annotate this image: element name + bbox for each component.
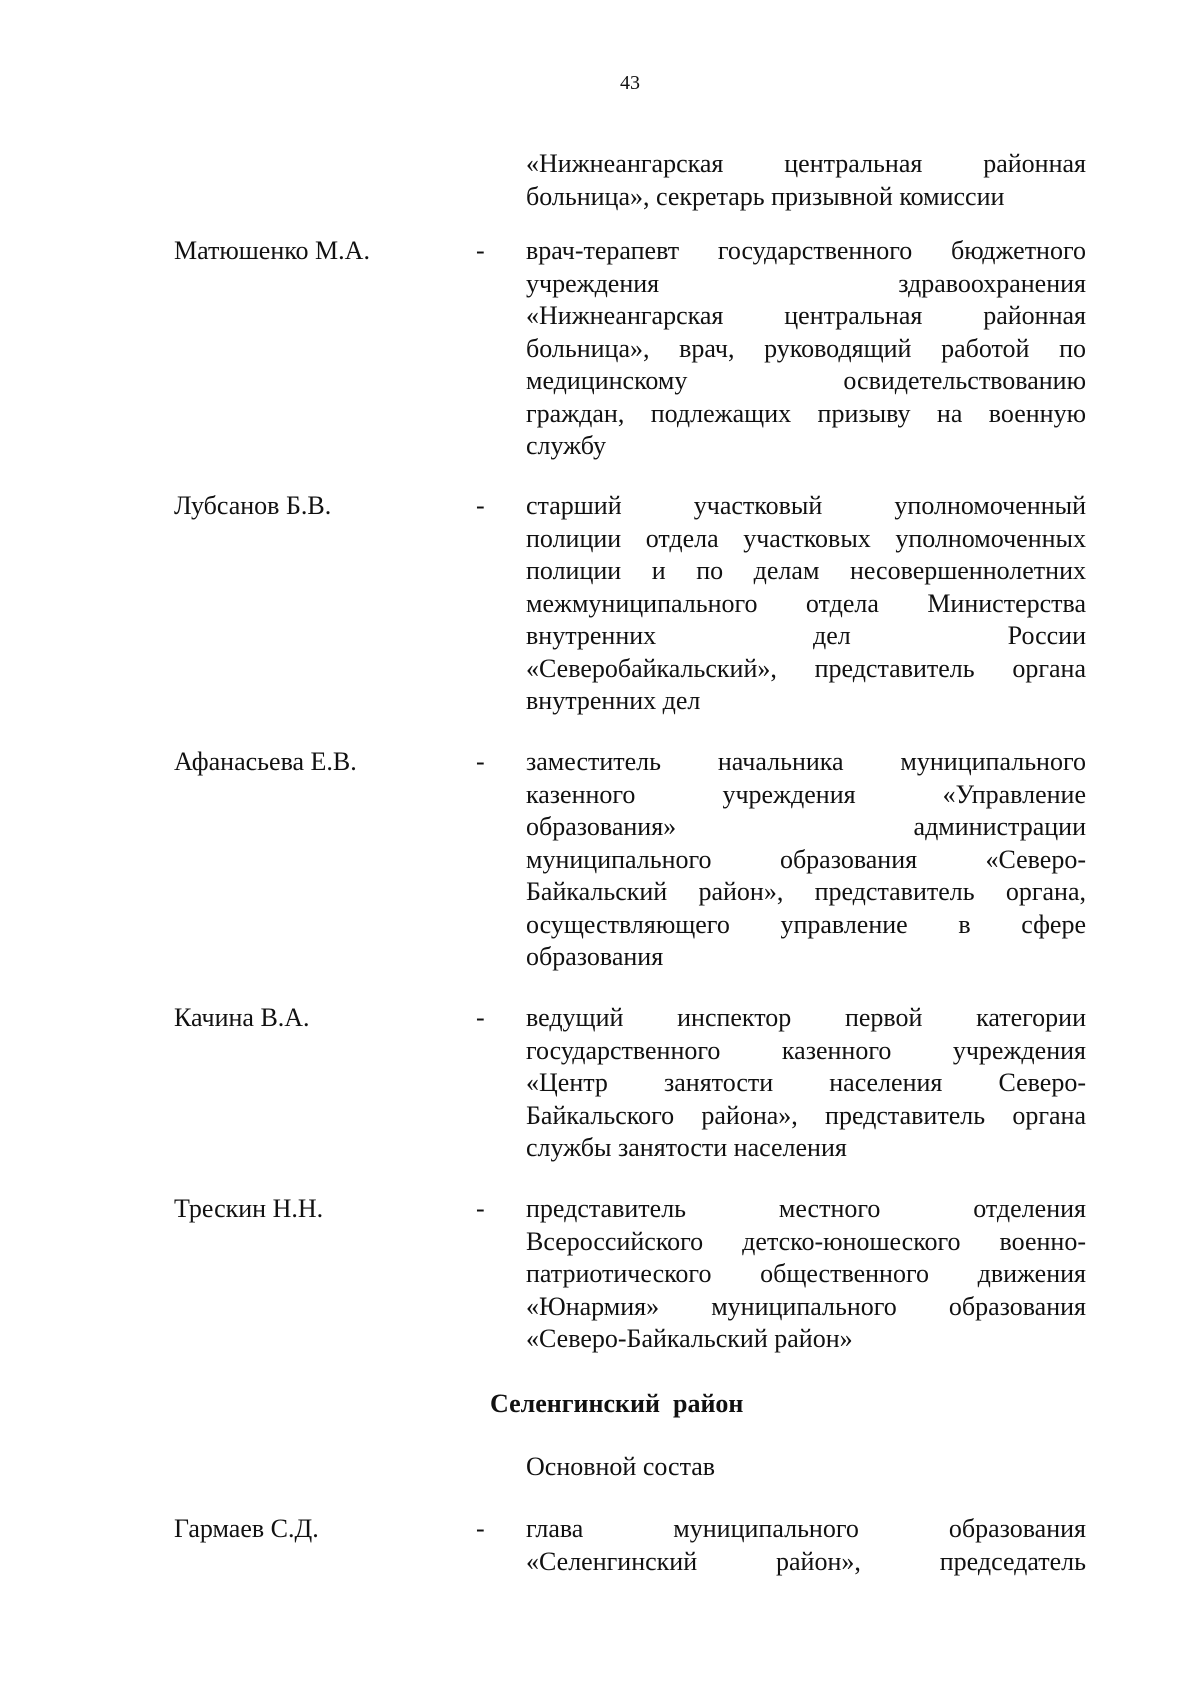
description-line: граждан, подлежащих призыву на военную bbox=[526, 398, 1086, 428]
member-dash: - bbox=[476, 491, 485, 520]
description-line: образования» администрации bbox=[526, 812, 1086, 841]
description-line: государственного казенного учреждения bbox=[526, 1035, 1086, 1065]
member-name: Качина В.А. bbox=[174, 1003, 310, 1032]
member-dash: - bbox=[476, 747, 485, 776]
member-description bbox=[526, 746, 1086, 974]
member-name: Матюшенко М.А. bbox=[174, 236, 370, 265]
description-line: ведущий инспектор первой категории bbox=[526, 1003, 1086, 1032]
description-line: межмуниципального отдела Министерства bbox=[526, 588, 1086, 618]
description-line: глава муниципального образования bbox=[526, 1514, 1086, 1543]
page-number: 43 bbox=[620, 72, 640, 94]
description-line: патриотического общественного движения bbox=[526, 1259, 1086, 1288]
member-description bbox=[526, 490, 1086, 718]
description-line: учреждения здравоохранения bbox=[526, 268, 1086, 298]
description-line: Байкальского района», представитель органа bbox=[526, 1100, 1086, 1130]
member-description bbox=[526, 1193, 1086, 1356]
continuation-line: «Нижнеангарская центральная районная bbox=[526, 149, 1086, 178]
member-dash: - bbox=[476, 1514, 485, 1543]
description-line: «Юнармия» муниципального образования bbox=[526, 1291, 1086, 1321]
member-dash: - bbox=[476, 1194, 485, 1223]
section-subheading: Основной состав bbox=[526, 1452, 716, 1481]
member-name: Лубсанов Б.В. bbox=[174, 491, 332, 520]
description-line: муниципального образования «Северо- bbox=[526, 844, 1086, 874]
continuation-line: больница», секретарь призывной комиссии bbox=[526, 181, 1005, 211]
description-line: казенного учреждения «Управление bbox=[526, 779, 1086, 809]
member-name: Гармаев С.Д. bbox=[174, 1514, 319, 1543]
description-line: представитель местного отделения bbox=[526, 1194, 1086, 1223]
description-line: «Центр занятости населения Северо- bbox=[526, 1068, 1086, 1097]
member-name: Трескин Н.Н. bbox=[174, 1194, 324, 1223]
description-line: службу bbox=[526, 431, 607, 460]
description-line: медицинскому освидетельствованию bbox=[526, 366, 1086, 395]
description-line: осуществляющего управление в сфере bbox=[526, 909, 1086, 939]
member-dash: - bbox=[476, 1003, 485, 1032]
description-line: службы занятости населения bbox=[526, 1133, 847, 1162]
description-line: старший участковый уполномоченный bbox=[526, 491, 1086, 520]
member-description bbox=[526, 1513, 1086, 1578]
description-line: полиции отдела участковых уполномоченных bbox=[526, 523, 1086, 553]
description-line: Всероссийского детско-юношеского военно- bbox=[526, 1226, 1086, 1256]
description-line: Байкальский район», представитель органа, bbox=[526, 877, 1086, 906]
description-line: полиции и по делам несовершеннолетних bbox=[526, 556, 1086, 585]
description-line: внутренних дел России bbox=[526, 621, 1086, 650]
description-line: «Нижнеангарская центральная районная bbox=[526, 301, 1086, 330]
member-dash: - bbox=[476, 236, 485, 265]
section-heading: Селенгинский район bbox=[490, 1389, 744, 1418]
description-line: «Северо-Байкальский район» bbox=[526, 1324, 853, 1353]
member-name: Афанасьева Е.В. bbox=[174, 747, 357, 776]
description-line: больница», врач, руководящий работой по bbox=[526, 333, 1086, 363]
continuation-text bbox=[526, 148, 1086, 213]
description-line: образования bbox=[526, 942, 664, 971]
description-line: врач-терапевт государственного бюджетного bbox=[526, 236, 1086, 265]
description-line: «Северобайкальский», представитель органа bbox=[526, 653, 1086, 683]
description-line: заместитель начальника муниципального bbox=[526, 747, 1086, 776]
description-line: внутренних дел bbox=[526, 686, 701, 715]
member-description bbox=[526, 235, 1086, 463]
description-line: «Селенгинский район», председатель bbox=[526, 1546, 1086, 1576]
member-description bbox=[526, 1002, 1086, 1165]
